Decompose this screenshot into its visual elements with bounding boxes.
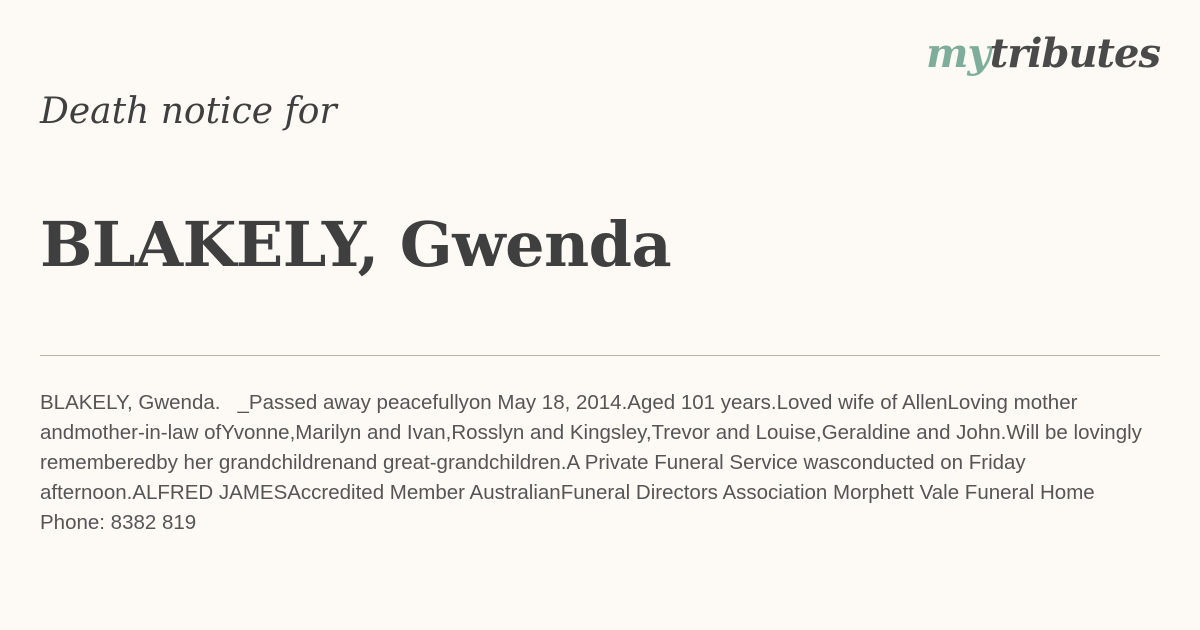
- logo-tributes: tributes: [989, 30, 1160, 77]
- mytributes-logo[interactable]: [926, 30, 1160, 77]
- notice-body: BLAKELY, Gwenda. _Passed away peacefullyon May 18, 2014.Aged 101 years.Loved wife of AllenLoving mother andmother-in-law ofYvonne,Marilyn and Ivan,Rosslyn and Kingsley,Trevor and Louise,Geraldine and John.Will be lovingly rememberedby her grandchildrenand great-grandchildren.A Private Funeral Service wasconducted on Friday afternoon.ALFRED JAMESAccredited Member AustralianFuneral Directors Association Morphett Vale Funeral Home Phone: 8382 819: [40, 391, 1148, 534]
- logo-my: my: [926, 30, 990, 77]
- deceased-name: BLAKELY, Gwenda: [40, 208, 672, 281]
- divider: [40, 355, 1160, 356]
- notice-subtitle: Death notice for: [40, 91, 337, 132]
